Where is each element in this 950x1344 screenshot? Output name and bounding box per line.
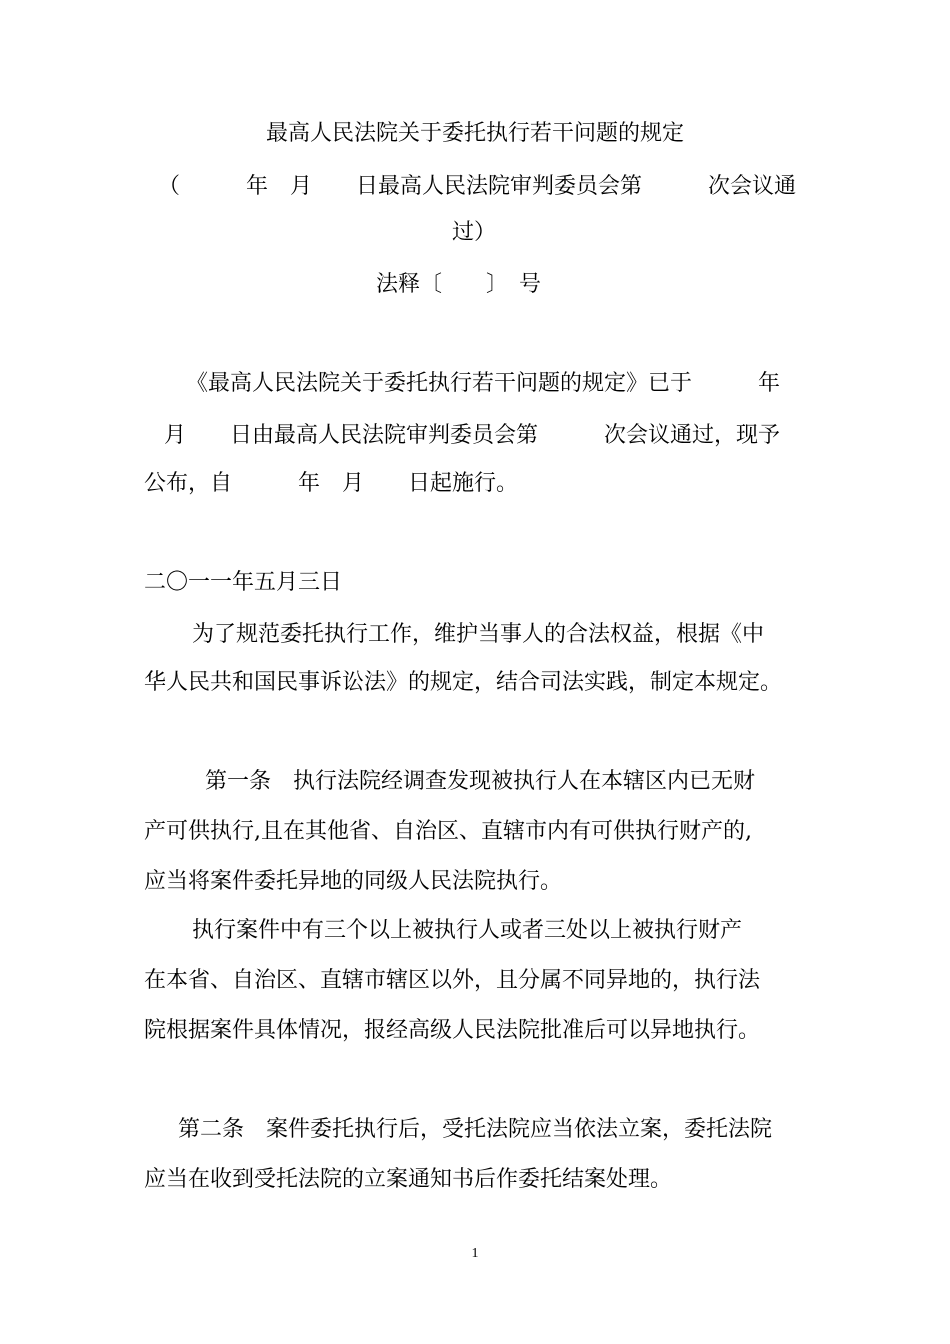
document-subtitle-line-2: 过） [452,220,497,245]
preamble-line-2: 华人民共和国民事诉讼法》的规定，结合司法实践，制定本规定。 [144,670,783,695]
document-number: 法释〔 〕 号 [376,272,542,297]
preamble-line-1: 为了规范委托执行工作，维护当事人的合法权益，根据《中 [192,622,765,647]
announcement-line-1: 《最高人民法院关于委托执行若干问题的规定》已于 年 [186,371,781,396]
document-subtitle-line-1: （ 年 月 日最高人民法院审判委员会第 次会议通 [158,174,797,199]
article-2-line-1: 第二条 案件委托执行后，受托法院应当依法立案，委托法院 [178,1117,773,1142]
article-1-para-1-line-2: 产可供执行,且在其他省、自治区、直辖市内有可供执行财产的, [144,819,752,844]
article-1-para-2-line-1: 执行案件中有三个以上被执行人或者三处以上被执行财产 [192,918,743,943]
article-1-para-1-line-3: 应当将案件委托异地的同级人民法院执行。 [144,869,563,894]
article-2-line-2: 应当在收到受托法院的立案通知书后作委托结案处理。 [144,1167,673,1192]
article-1-para-2-line-3: 院根据案件具体情况，报经高级人民法院批准后可以异地执行。 [144,1018,761,1043]
document-title: 最高人民法院关于委托执行若干问题的规定 [265,121,684,146]
document-date: 二〇一一年五月三日 [144,570,343,595]
announcement-line-2: 月 日由最高人民法院审判委员会第 次会议通过，现予 [164,423,781,448]
announcement-line-3: 公布，自 年 月 日起施行。 [144,471,519,496]
page-number: 1 [471,1246,479,1261]
article-1-para-1-line-1: 第一条 执行法院经调查发现被执行人在本辖区内已无财 [205,769,756,794]
article-1-para-2-line-2: 在本省、自治区、直辖市辖区以外，且分属不同异地的，执行法 [144,968,761,993]
